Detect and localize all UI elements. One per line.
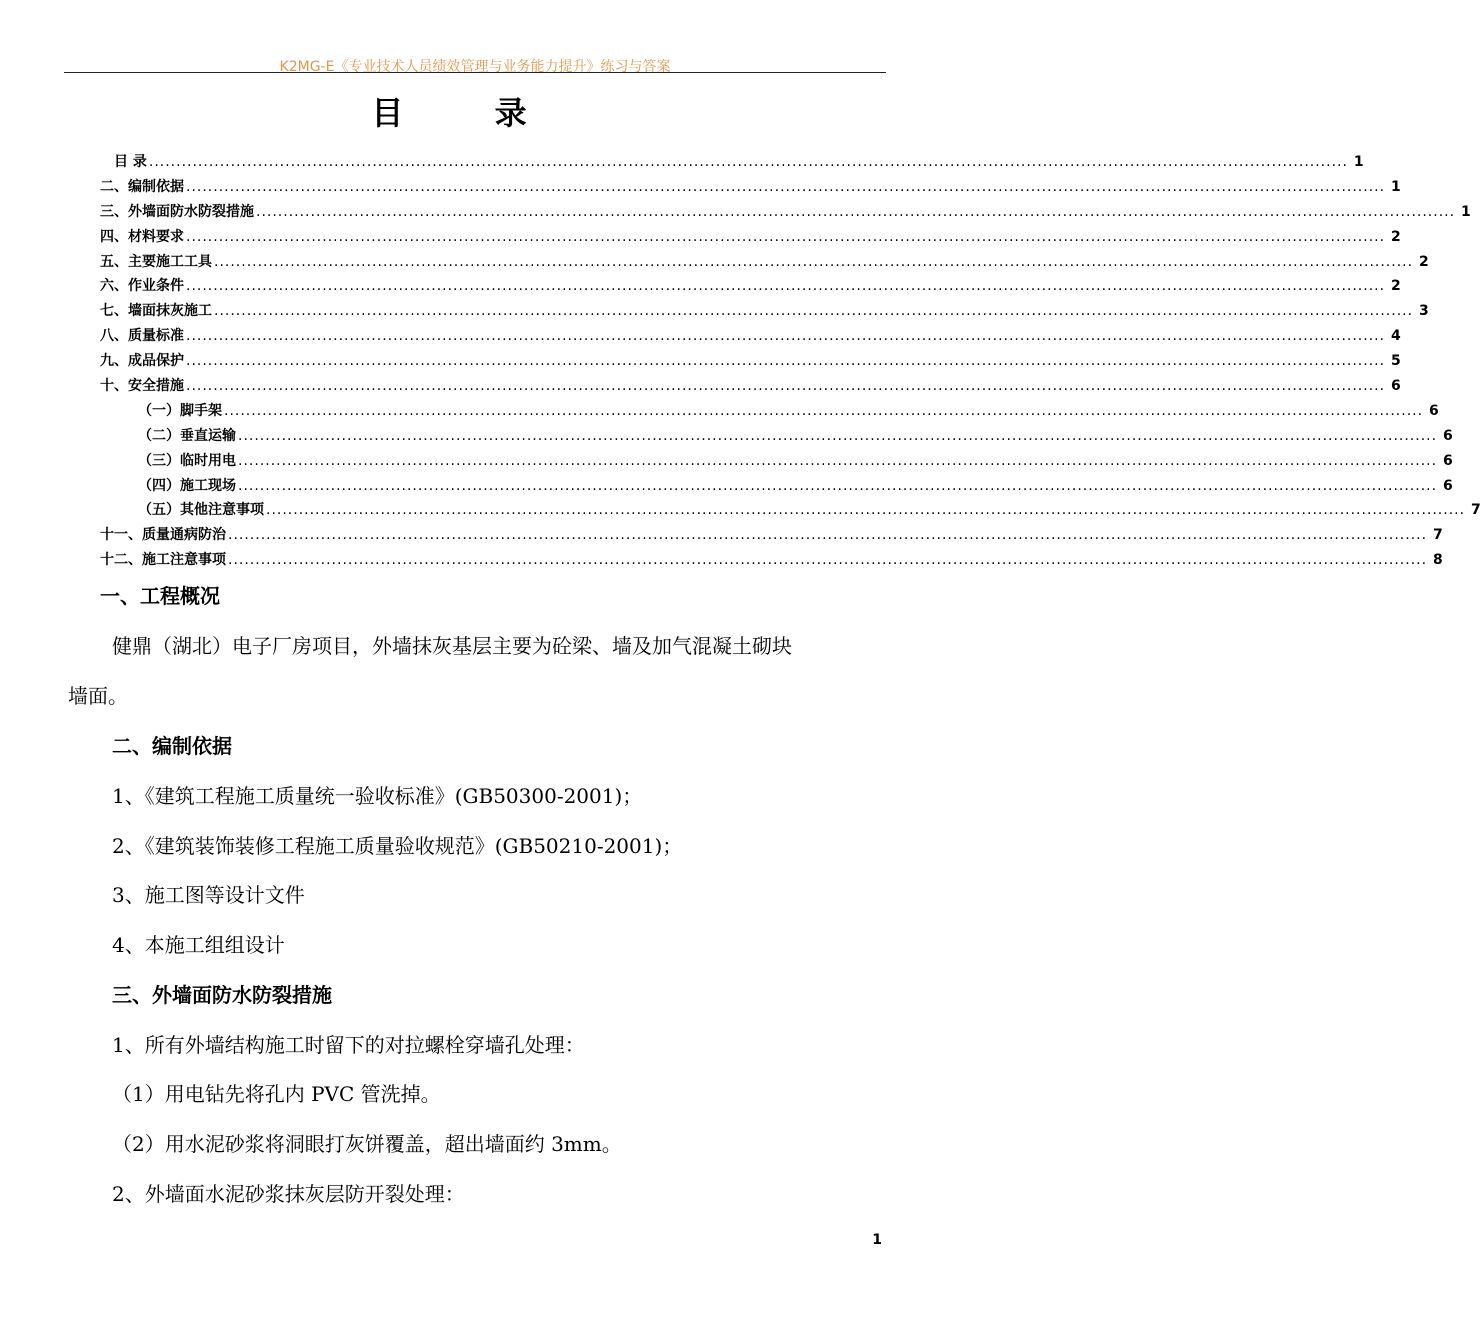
toc-entry-label: （一）脚手架 [138,402,222,419]
toc-leader-dots: ............................................................................................................................................................................................................................ [186,178,1386,195]
toc-entry[interactable] [100,349,1401,374]
toc-entry-page: 1 [1353,154,1364,170]
toc-entry-label: 十一、质量通病防治 [100,527,226,544]
toc-leader-dots: ............................................................................................................................................................................................................................ [228,527,1428,544]
toc-entry-label: （三）临时用电 [138,452,236,469]
toc-subentry[interactable] [100,498,1481,523]
toc-title [0,88,1024,134]
toc-entry-label: 八、质量标准 [100,328,184,345]
section-heading-waterproof: 三、外墙面防水防裂措施 [112,983,332,1007]
waterproof-item: （1）用电钻先将孔内 PVC 管洗掉。 [112,1082,441,1106]
toc-entry-page: 8 [1433,552,1443,569]
toc-entry-label: 二、编制依据 [100,178,184,195]
basis-item: 2、《建筑装饰装修工程施工质量验收规范》(GB50210-2001)； [112,834,683,858]
toc-leader-dots: ............................................................................................................................................................................................................................ [186,353,1386,370]
toc-entry-label: 九、成品保护 [100,353,184,370]
toc-subentry[interactable] [100,449,1453,474]
toc-entry[interactable] [100,250,1429,275]
basis-item: 3、施工图等设计文件 [112,883,305,907]
toc-leader-dots: ............................................................................................................................................................................................................................ [186,278,1386,295]
toc-entry-label: 六、作业条件 [100,278,184,295]
toc-entry-label: （二）垂直运输 [138,427,236,444]
basis-item: 1、《建筑工程施工质量统一验收标准》(GB50300-2001)； [112,784,643,808]
toc-entry-label: 十、安全措施 [100,378,184,395]
toc-entry[interactable] [100,548,1443,573]
basis-item: 4、本施工组组设计 [112,933,285,957]
overview-paragraph-line1: 健鼎（湖北）电子厂房项目，外墙抹灰基层主要为砼梁、墙及加气混凝土砌块 [112,634,792,658]
toc-leader-dots: ............................................................................................................................................................................................................................ [214,253,1414,270]
toc-entry-page: 2 [1391,278,1401,295]
toc-entry[interactable] [100,324,1401,349]
page-number: 1 [872,1232,882,1248]
toc-entry[interactable] [100,523,1443,548]
toc-entry-page: 6 [1443,427,1453,444]
toc-entry-label: 五、主要施工工具 [100,253,212,270]
section-heading-basis: 二、编制依据 [112,734,232,758]
toc-entry[interactable] [100,374,1401,399]
toc-entry-label: （四）施工现场 [138,477,236,494]
toc-entry-page: 5 [1391,353,1401,370]
toc-entry-label: 七、墙面抹灰施工 [100,303,212,320]
toc-entry-page: 2 [1391,228,1401,245]
toc-leader-dots: ............................................................................................................................................................................................................................ [256,203,1456,220]
overview-paragraph-line2: 墙面。 [68,684,128,708]
toc-entry[interactable] [100,200,1471,225]
toc-entry-page: 1 [1461,203,1471,220]
toc-leader-dots: ............................................................................................................................................................................................................................ [238,477,1438,494]
toc-entry-page: 6 [1443,477,1453,494]
toc-subentry[interactable] [100,399,1439,424]
header-rule [64,72,886,73]
toc-leader-dots: ............................................................................................................................................................................................................................ [186,328,1386,345]
toc-entry[interactable] [100,150,1364,175]
waterproof-item: 2、外墙面水泥砂浆抹灰层防开裂处理： [112,1182,465,1206]
toc-entry-label: 四、材料要求 [100,228,184,245]
toc-leader-dots: ............................................................................................................................................................................................................................ [214,303,1414,320]
toc-entry-page: 7 [1471,502,1481,519]
toc-entry[interactable] [100,274,1401,299]
running-header: K2MG-E《专业技术人员绩效管理与业务能力提升》练习与答案 [279,59,671,75]
toc-entry-label: 十二、施工注意事项 [100,552,226,569]
waterproof-item: 1、所有外墙结构施工时留下的对拉螺栓穿墙孔处理： [112,1033,585,1057]
toc-entry-page: 2 [1419,253,1429,270]
toc-entry-label: 三、外墙面防水防裂措施 [100,203,254,220]
section-heading-overview: 一、工程概况 [100,584,220,608]
toc-leader-dots: ............................................................................................................................................................................................................................ [238,427,1438,444]
toc-entry[interactable] [100,225,1401,250]
toc-entry-page: 1 [1391,178,1401,195]
toc-subentry[interactable] [100,474,1453,499]
toc-leader-dots: ............................................................................................................................................................................................................................ [266,502,1466,519]
toc-leader-dots: ............................................................................................................................................................................................................................ [228,552,1428,569]
waterproof-item: （2）用水泥砂浆将洞眼打灰饼覆盖，超出墙面约 3mm。 [112,1132,622,1156]
toc-subentry[interactable] [100,424,1453,449]
table-of-contents [100,150,1481,573]
toc-leader-dots: ............................................................................................................................................................................................................................ [186,378,1386,395]
toc-entry-page: 7 [1433,527,1443,544]
toc-entry-page: 6 [1443,452,1453,469]
toc-entry-page: 3 [1419,303,1429,320]
toc-title-text: 目 录 [371,94,567,132]
toc-entry-page: 6 [1391,378,1401,395]
toc-entry[interactable] [100,175,1401,200]
toc-entry-label: （五）其他注意事项 [138,502,264,519]
toc-entry-page: 4 [1391,328,1401,345]
toc-leader-dots: ............................................................................................................................................................................................................................ [224,402,1424,419]
toc-entry-label: 目 录 [114,154,147,170]
toc-entry[interactable] [100,299,1429,324]
toc-entry-page: 6 [1429,402,1439,419]
toc-leader-dots: ............................................................................................................................................................................................................................ [186,228,1386,245]
toc-leader-dots: ............................................................................................................................................................................................................................ [238,452,1438,469]
toc-leader-dots: ............................................................................................................................................................................................................................ [148,154,1348,170]
